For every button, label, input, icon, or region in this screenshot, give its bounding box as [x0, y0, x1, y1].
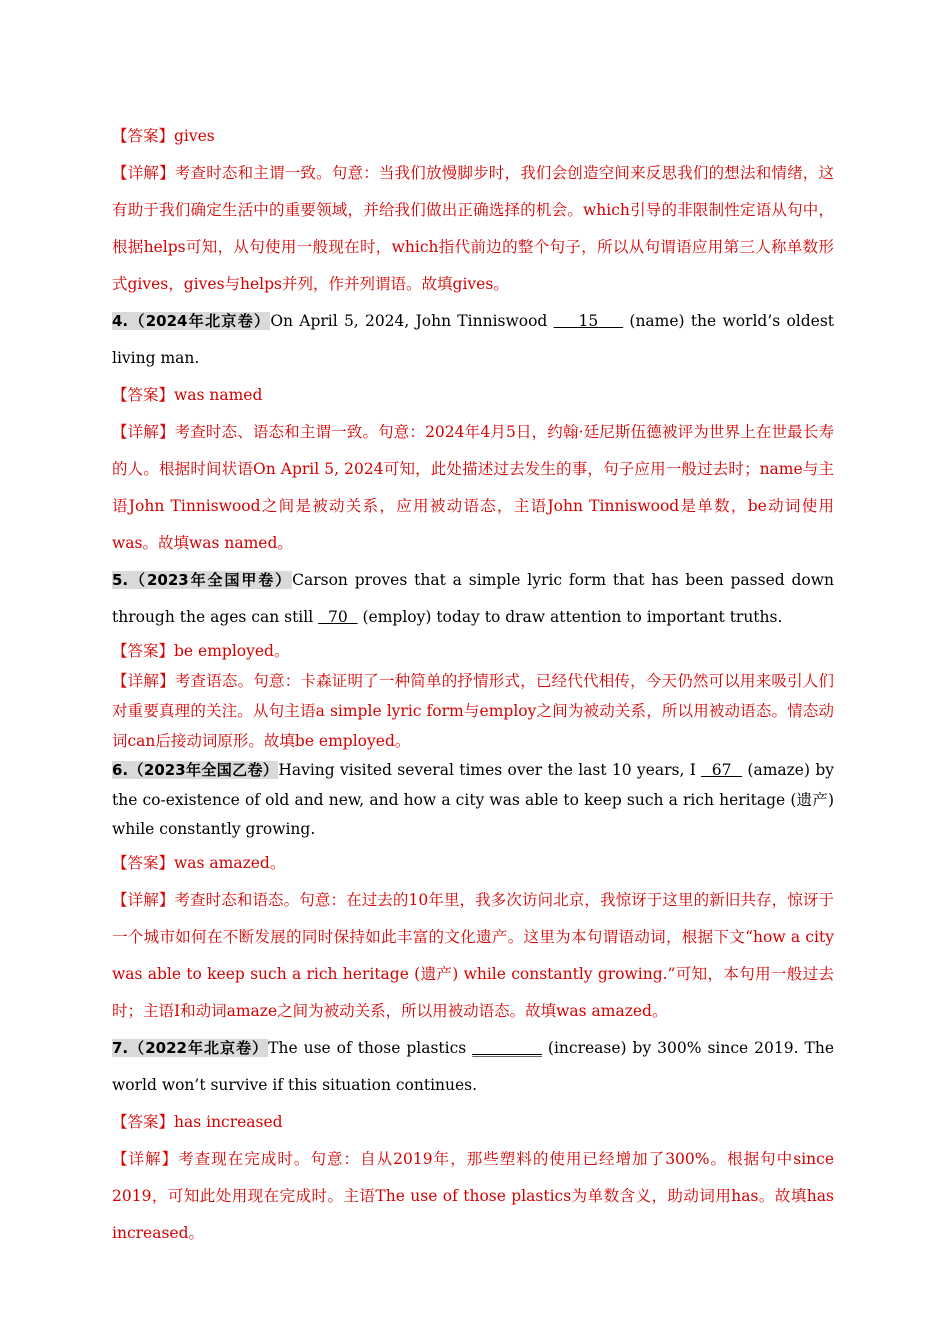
- answer-blank: _________: [472, 1038, 542, 1057]
- question-source-tag: 6.（2023年全国乙卷）: [112, 761, 279, 779]
- question-source-tag: 4.（2024年北京卷）: [112, 312, 271, 330]
- answer-blank: 15: [553, 312, 624, 330]
- question-7: [112, 1030, 834, 1104]
- question-text: (increase) by 300% since 2019. The world won’t survive if this situation continues.: [112, 1038, 834, 1094]
- question-source-tag: 7.（2022年北京卷）: [112, 1038, 269, 1057]
- question-text: (name) the world’s oldest living man.: [112, 312, 835, 367]
- explanation-paragraph: 【详解】考查语态。句意：卡森证明了一种简单的抒情形式，已经代代相传，今天仍然可以用来吸引人们对重要真理的关注。从句主语a simple lyric form与employ之间为被动关系，所以用被动语态。情态动词can后接动词原形。故填be employed。: [112, 672, 834, 750]
- question-text: Having visited several times over the last 10 years, I: [278, 761, 702, 779]
- explanation-paragraph: 【详解】考查时态、语态和主谓一致。句意：2024年4月5日，约翰·廷尼斯伍德被评为世界上在世最长寿的人。根据时间状语On April 5, 2024可知，此处描述过去发生的事，句子应用一般过去时；name与主语John Tinniswood之间是被动关系，应用被动语态，主语John Tinniswood是单数，be动词使用was。故填was named。: [112, 423, 834, 552]
- answer-line: 【答案】has increased: [112, 1112, 283, 1131]
- question-text: The use of those plastics: [268, 1038, 473, 1057]
- question-source-tag: 5.（2023年全国甲卷）: [112, 571, 293, 589]
- answer-blank: 70: [318, 608, 358, 626]
- answer-line: 【答案】gives: [112, 127, 215, 145]
- explanation-paragraph: 【详解】考查时态和语态。句意：在过去的10年里，我多次访问北京，我惊讶于这里的新旧共存，惊讶于一个城市如何在不断发展的同时保持如此丰富的文化遗产。这里为本句谓语动词，根据下文“how a city was able to keep such a rich heritage (遗产) while constantly growing.”可知，本句用一般过去时；主语I和动词amaze之间为被动关系，所以用被动语态。故填was amazed。: [112, 890, 834, 1020]
- document-page: [112, 118, 834, 1252]
- answer-line: 【答案】was amazed。: [112, 853, 286, 872]
- question-5: [112, 562, 834, 636]
- question-text: On April 5, 2024, John Tinniswood: [270, 312, 554, 330]
- answer-blank: 67: [701, 761, 743, 779]
- explanation-paragraph: 【详解】考查现在完成时。句意：自从2019年，那些塑料的使用已经增加了300%。根据句中since 2019，可知此处用现在完成时。主语The use of those plastics为单数含义，助动词用has。故填has increased。: [112, 1149, 834, 1242]
- answer-line: 【答案】was named: [112, 386, 263, 404]
- question-text: Carson proves that a simple lyric form that has been passed down through the ages can still: [112, 571, 835, 626]
- question-text: (amaze) by the co-existence of old and new, and how a city was able to keep such a rich heritage (遗产) while constantly growing.: [112, 761, 834, 838]
- question-4: [112, 303, 834, 377]
- question-6: [112, 756, 834, 845]
- explanation-paragraph: 【详解】考查时态和主谓一致。句意：当我们放慢脚步时，我们会创造空间来反思我们的想法和情绪，这有助于我们确定生活中的重要领域，并给我们做出正确选择的机会。which引导的非限制性定语从句中，根据helps可知，从句使用一般现在时，which指代前边的整个句子，所以从句谓语应用第三人称单数形式gives，gives与helps并列，作并列谓语。故填gives。: [112, 164, 834, 293]
- question-text: (employ) today to draw attention to important truths.: [357, 608, 783, 626]
- answer-line: 【答案】be employed。: [112, 642, 290, 660]
